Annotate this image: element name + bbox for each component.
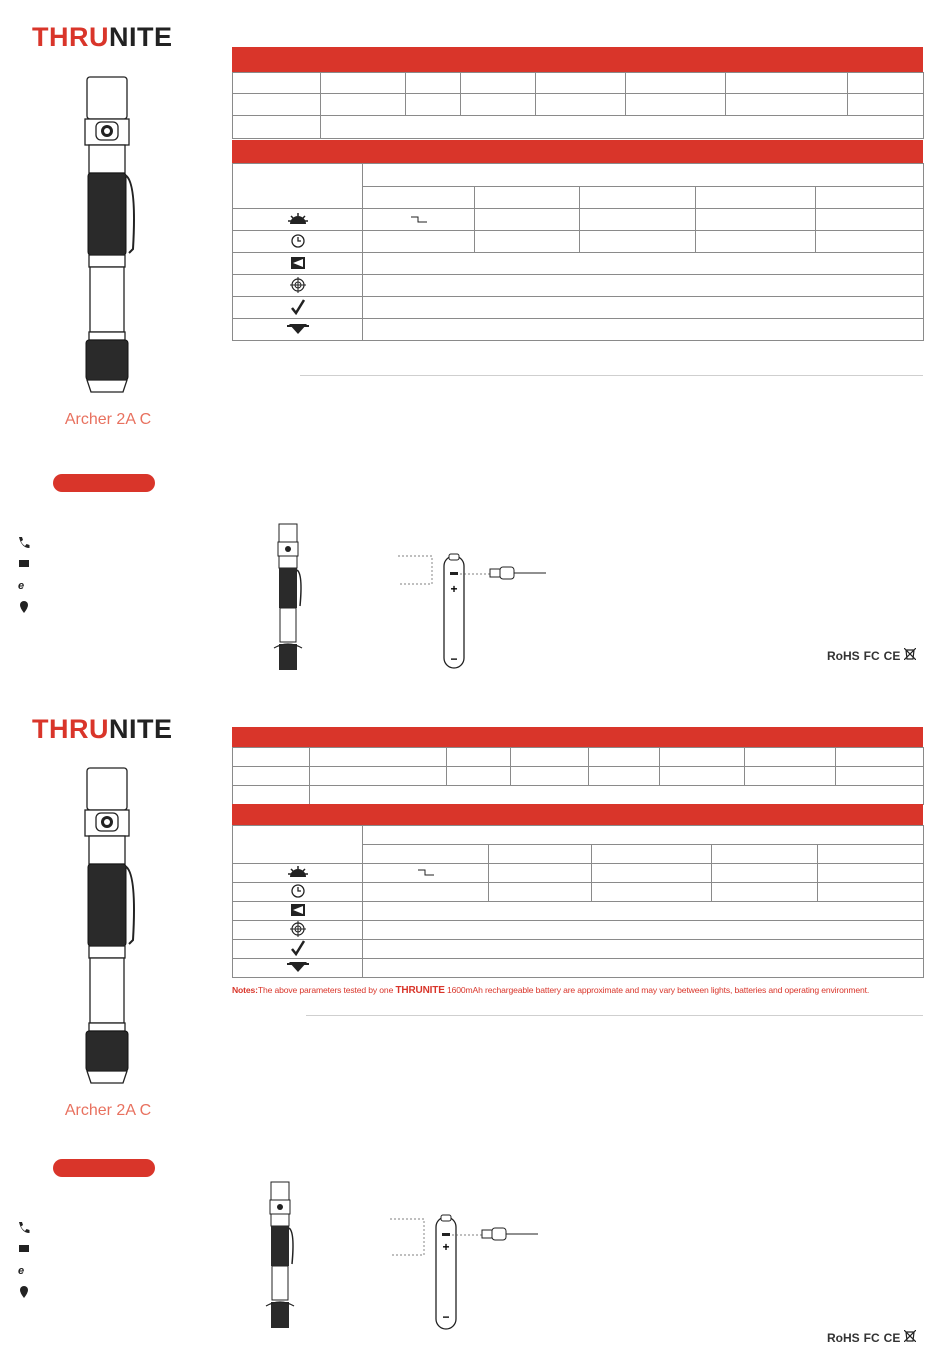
spec-header-bar — [232, 47, 923, 72]
notes-text: Notes:The above parameters tested by one THRUNITE 1600mAh rechargeable battery are approximate and may vary between lights, batteries and operating environment. — [232, 985, 870, 996]
water-resistance-icon — [233, 940, 363, 959]
runtime-icon — [233, 231, 363, 253]
fcc-mark: FC — [863, 649, 880, 663]
output-header-bar — [232, 140, 923, 163]
weee-bin-icon — [904, 648, 916, 660]
red-pill-badge — [53, 474, 155, 492]
red-pill-badge — [53, 1159, 155, 1177]
beam-distance-icon — [233, 253, 363, 275]
battery-charging-diagram — [398, 552, 548, 672]
battery-plus: + — [442, 1240, 450, 1254]
brand-logo: THRUNITE — [32, 22, 173, 52]
fcc-mark: FC — [863, 1331, 880, 1345]
flashlight-illustration — [75, 75, 145, 400]
impact-resistance-icon — [233, 959, 363, 978]
battery-minus: − — [450, 652, 458, 666]
phone-icon — [19, 537, 30, 548]
location-icon — [20, 601, 28, 613]
ce-mark: CE — [883, 649, 901, 663]
web-icon: e — [18, 580, 25, 592]
impact-resistance-icon — [233, 319, 363, 341]
spec-table — [232, 72, 924, 139]
intensity-icon — [233, 275, 363, 297]
tailcap-rotation-illustration — [270, 522, 310, 674]
intensity-icon — [233, 921, 363, 940]
contact-icons — [17, 1220, 31, 1300]
brightness-icon — [233, 209, 363, 231]
weee-bin-icon — [904, 1330, 916, 1342]
water-resistance-icon — [233, 297, 363, 319]
location-icon — [20, 1286, 28, 1298]
output-header-bar — [232, 804, 923, 825]
divider-line — [300, 375, 923, 376]
output-table — [232, 163, 924, 341]
certification-marks — [827, 1330, 916, 1345]
rohs-mark: RoHS — [827, 649, 860, 663]
model-name: Archer 2A C — [64, 411, 152, 428]
ce-mark: CE — [883, 1331, 901, 1345]
brand-logo: THRUNITE — [32, 714, 173, 744]
email-icon — [19, 1245, 29, 1252]
brightness-icon — [233, 864, 363, 883]
web-icon: e — [18, 1265, 25, 1277]
battery-minus: − — [442, 1310, 450, 1324]
spec-header-bar — [232, 727, 923, 747]
rohs-mark: RoHS — [827, 1331, 860, 1345]
divider-line — [306, 1015, 923, 1016]
battery-charging-diagram — [390, 1213, 540, 1333]
phone-icon — [19, 1222, 30, 1233]
beam-distance-icon — [233, 902, 363, 921]
email-icon — [19, 560, 29, 567]
tailcap-rotation-illustration — [262, 1180, 302, 1332]
spec-table — [232, 747, 924, 805]
output-table — [232, 825, 924, 978]
flashlight-illustration — [75, 766, 145, 1091]
model-name: Archer 2A C — [64, 1102, 152, 1119]
battery-plus: + — [450, 582, 458, 596]
contact-icons — [17, 535, 31, 615]
step-down-icon — [416, 867, 436, 877]
step-down-icon — [409, 214, 429, 224]
certification-marks — [827, 648, 916, 663]
runtime-icon — [233, 883, 363, 902]
